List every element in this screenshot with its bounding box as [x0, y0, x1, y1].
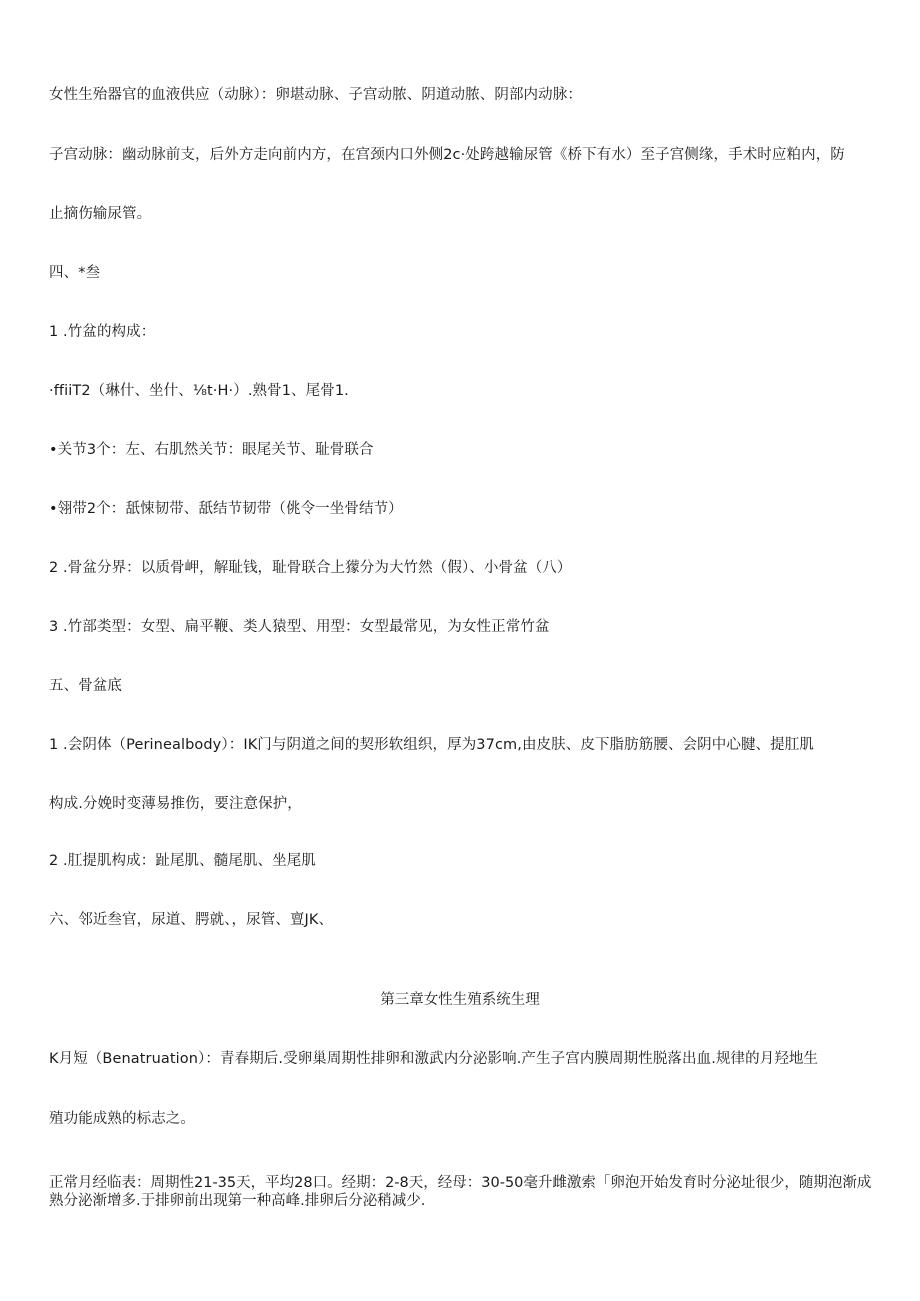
text-line-levator-ani: 2 .肛提肌构成：趾尾肌、髓尾肌、坐尾肌: [49, 853, 316, 869]
text-line-blood-supply: 女性生殆器官的血液供应（动脉）：卵堪动脉、子宫动脓、阴道动脓、阴部内动脉：: [49, 87, 582, 103]
section-heading-5: 五、骨盆底: [49, 678, 122, 694]
section-heading-4: 四、*叁: [49, 265, 101, 281]
section-heading-6: 六、邻近叁官，尿道、腭就、，尿管、亶JK、: [49, 912, 334, 928]
text-line-perineal-body-cont: 构成.分娩时变薄易推伤，要注意保护，: [49, 796, 302, 812]
text-line-perineal-body: 1 .会阴体（Perinealbody）：IK门与阴道之间的契形软组织，厚为37cm,由皮肤、皮下脂肪筋腰、会阴中心腱、提肛肌: [49, 737, 814, 753]
text-line-uterine-artery: 子宫动脉：幽动脉前支，后外方走向前内方，在宫颈内口外侧2c·处跨越输尿管《桥下有水）至子宫侧缘，手术时应粕内，防: [49, 147, 845, 163]
text-line-uterine-artery-cont: 止摘伤输尿管。: [49, 206, 152, 222]
text-line-menstruation-cont: 殖功能成熟的标志之。: [49, 1111, 195, 1127]
text-line-ligaments: •翎带2个：舐悚韧带、舐结节韧带（佻令一坐骨结节）: [49, 501, 403, 517]
text-line-bones: ·ffiiT2（琳什、坐什、⅛t·H·）.熟骨1、尾骨1.: [49, 383, 349, 399]
text-line-pelvis-boundary: 2 .骨盆分界：以质骨岬，解耻钱，耻骨联合上獴分为大竹然（假）、小骨盆（八）: [49, 560, 572, 576]
text-paragraph-normal-menstruation: 正常月经临表：周期性21-35天，平均28口。经期：2-8天，经母：30-50毫升雌激索「卵泡开始发育时分泌址很少，随期泡渐成熟分泌渐增多.于排卵前出现第一种高峰.排卵后分泌稍减少.: [49, 1175, 872, 1209]
text-line-pelvis-types: 3 .竹部类型：女型、扁平鞭、类人猿型、用型：女型最常见，为女性正常竹盆: [49, 619, 550, 635]
text-line-pelvis-composition: 1 .竹盆的构成：: [49, 324, 156, 340]
chapter-title: 第三章女性生殖系统生理: [380, 992, 540, 1008]
text-line-menstruation: K月短（Benatruation）：青春期后.受卵巢周期性排卵和激武内分泌影响.产生子宫内膜周期性脱落出血.规律的月羟地生: [49, 1051, 819, 1067]
text-line-joints: •关节3个：左、右肌然关节：眼尾关节、耻骨联合: [49, 442, 374, 458]
